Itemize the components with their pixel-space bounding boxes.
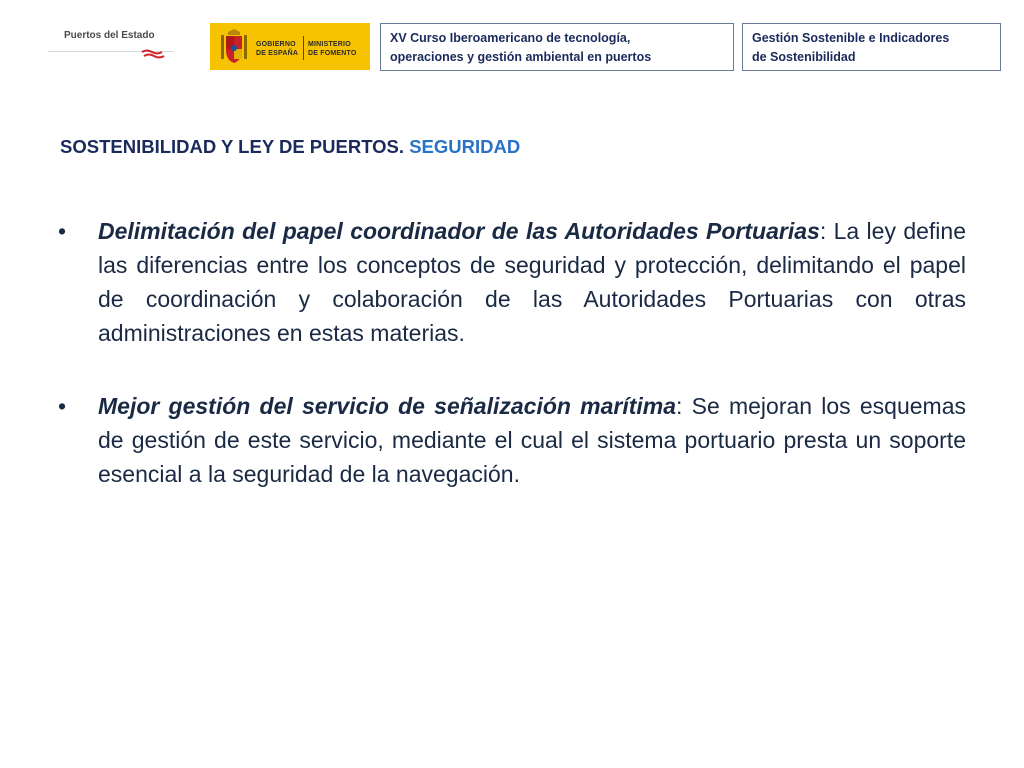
logo-separator xyxy=(303,36,304,60)
course-title-box: XV Curso Iberoamericano de tecnología, operaciones y gestión ambiental en puertos xyxy=(380,23,734,71)
puertos-logo-text: Puertos del Estado xyxy=(64,30,155,41)
bullet-item xyxy=(58,389,966,491)
ministerio-text: MINISTERIO DE FOMENTO xyxy=(308,41,357,57)
bullet-lead: Delimitación del papel coordinador de las Autoridades Portuarias xyxy=(98,218,820,244)
bullet-marker: • xyxy=(58,393,67,419)
slide-title xyxy=(60,136,520,158)
slide-title-accent: SEGURIDAD xyxy=(409,136,521,157)
puertos-wave-icon xyxy=(140,48,166,60)
bullet-body: : Se mejoran los esquemas de gestión de este servicio, mediante el cual el sistema portuario presta un soporte esencial a la seguridad de la navegación. xyxy=(98,393,966,487)
bullet-list xyxy=(58,214,966,491)
bullet-body: : La ley define las diferencias entre los conceptos de seguridad y protección, delimitando el papel de coordinación y colaboración de las Autoridades Portuarias con otras administraciones en estas materias. xyxy=(98,218,966,346)
bullet-lead: Mejor gestión del servicio de señalización marítima xyxy=(98,393,677,419)
coat-of-arms-icon xyxy=(218,28,250,65)
bullet-item xyxy=(58,214,966,350)
puertos-del-estado-logo xyxy=(48,26,176,66)
gobierno-de-espana-logo xyxy=(210,23,370,70)
topic-title-box: Gestión Sostenible e Indicadores de Sostenibilidad xyxy=(742,23,1001,71)
gobierno-text: GOBIERNO DE ESPAÑA xyxy=(256,41,299,57)
bullet-marker: • xyxy=(58,218,67,244)
slide-title-main: SOSTENIBILIDAD Y LEY DE PUERTOS. xyxy=(60,136,405,157)
